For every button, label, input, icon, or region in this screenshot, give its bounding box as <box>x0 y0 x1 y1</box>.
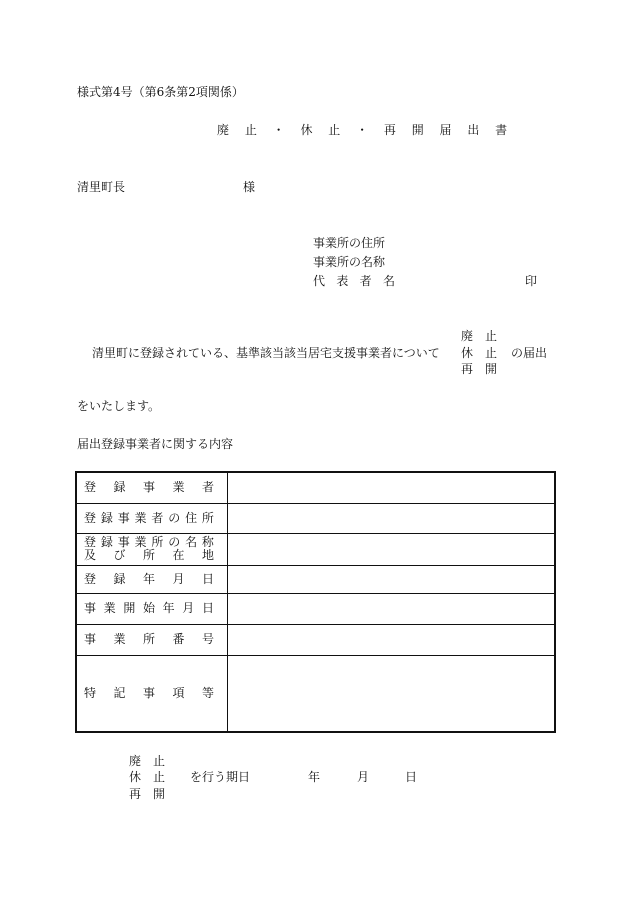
row-label <box>76 593 228 624</box>
footer-option-saikai: 再 開 <box>129 787 166 801</box>
label-char: 登 <box>84 571 97 586</box>
body-line-2: をいたします。 <box>77 399 161 413</box>
row-label <box>76 655 228 732</box>
label-char: 号 <box>201 632 214 646</box>
label-char: 業 <box>113 632 126 646</box>
representative-name-label <box>313 274 395 288</box>
label-char: 番 <box>172 632 185 646</box>
office-name-label: 事業所の名称 <box>313 255 386 269</box>
option-saikai: 再 開 <box>461 362 498 376</box>
label-char: 業 <box>172 480 185 495</box>
rep-label-char: 代 <box>313 274 326 288</box>
addressee-name: 清里町長 <box>77 180 126 194</box>
body-suffix: の届出 <box>511 346 548 360</box>
label-char: 月 <box>172 571 185 586</box>
table-row <box>76 593 555 624</box>
label-char: 者 <box>151 510 164 525</box>
label-char: 事 <box>142 480 155 495</box>
row-value-cell <box>228 472 556 503</box>
row-value-cell <box>228 565 556 593</box>
addressee-honorific: 様 <box>243 180 256 194</box>
label-char: 項 <box>172 685 185 700</box>
footer-day: 日 <box>405 770 418 784</box>
label-char: 日 <box>201 601 214 615</box>
label-char: 所 <box>151 535 164 549</box>
table-row <box>76 472 555 503</box>
label-char: 録 <box>100 535 113 549</box>
registration-info-table <box>75 471 556 733</box>
table-row <box>76 533 555 565</box>
label-char: 録 <box>113 571 126 586</box>
label-char: 所 <box>142 548 155 562</box>
label-char: 業 <box>134 510 147 525</box>
label-char: 始 <box>142 601 155 615</box>
table-row <box>76 503 555 533</box>
document-title: 廃 止 ・ 休 止 ・ 再 開 届 出 書 <box>217 123 514 137</box>
label-char: 等 <box>201 685 214 700</box>
label-char: 登 <box>84 535 97 549</box>
seal-mark: 印 <box>525 274 538 288</box>
label-char: 住 <box>185 510 198 525</box>
label-char: 録 <box>100 510 113 525</box>
label-char: の <box>168 510 181 525</box>
label-char: 地 <box>201 548 214 562</box>
row-label <box>76 472 228 503</box>
label-char: 事 <box>84 601 97 615</box>
rep-label-char: 者 <box>359 274 372 288</box>
label-char: 事 <box>142 685 155 700</box>
label-char: 記 <box>113 685 126 700</box>
label-char: 事 <box>84 632 97 646</box>
footer-date-label: を行う期日 <box>190 770 251 784</box>
option-kyushi: 休 止 <box>461 346 498 360</box>
body-line-1: 清里町に登録されている、基準該当該当居宅支援事業者について <box>92 346 440 360</box>
footer-year: 年 <box>308 770 321 784</box>
label-char: 事 <box>117 510 130 525</box>
label-char: 事 <box>117 535 130 549</box>
label-char: 登 <box>84 510 97 525</box>
label-char: 日 <box>201 571 214 586</box>
label-char: 所 <box>201 510 214 525</box>
form-number: 様式第4号（第6条第2項関係） <box>77 85 244 99</box>
label-char: 称 <box>201 535 214 549</box>
rep-label-char: 表 <box>336 274 349 288</box>
row-value-cell <box>228 655 556 732</box>
row-label <box>76 533 228 565</box>
label-char: 年 <box>142 571 155 586</box>
footer-option-kyushi: 休 止 <box>129 770 166 784</box>
label-char: 名 <box>185 535 198 549</box>
row-label <box>76 624 228 655</box>
table-row <box>76 624 555 655</box>
label-char: 録 <box>113 480 126 495</box>
label-char: 所 <box>142 632 155 646</box>
rep-label-char: 名 <box>382 274 395 288</box>
label-char: の <box>168 535 181 549</box>
row-value-cell <box>228 533 556 565</box>
label-char: 登 <box>84 480 97 495</box>
row-value-cell <box>228 593 556 624</box>
footer-option-haishi: 廃 止 <box>129 754 166 768</box>
office-address-label: 事業所の住所 <box>313 236 386 250</box>
label-char: 開 <box>123 601 136 615</box>
label-char: 業 <box>134 535 147 549</box>
row-label <box>76 503 228 533</box>
label-char: 特 <box>84 685 97 700</box>
label-char: 業 <box>103 601 116 615</box>
row-value-cell <box>228 503 556 533</box>
table-row <box>76 655 555 732</box>
label-char: 在 <box>172 548 185 562</box>
label-char: 者 <box>201 480 214 495</box>
row-value-cell <box>228 624 556 655</box>
label-char: 及 <box>84 548 97 562</box>
section-heading: 届出登録事業者に関する内容 <box>77 437 234 451</box>
footer-month: 月 <box>357 770 370 784</box>
label-char: び <box>113 548 126 562</box>
option-haishi: 廃 止 <box>461 329 498 343</box>
label-char: 年 <box>162 601 175 615</box>
row-label <box>76 565 228 593</box>
label-char: 月 <box>182 601 195 615</box>
table-row <box>76 565 555 593</box>
